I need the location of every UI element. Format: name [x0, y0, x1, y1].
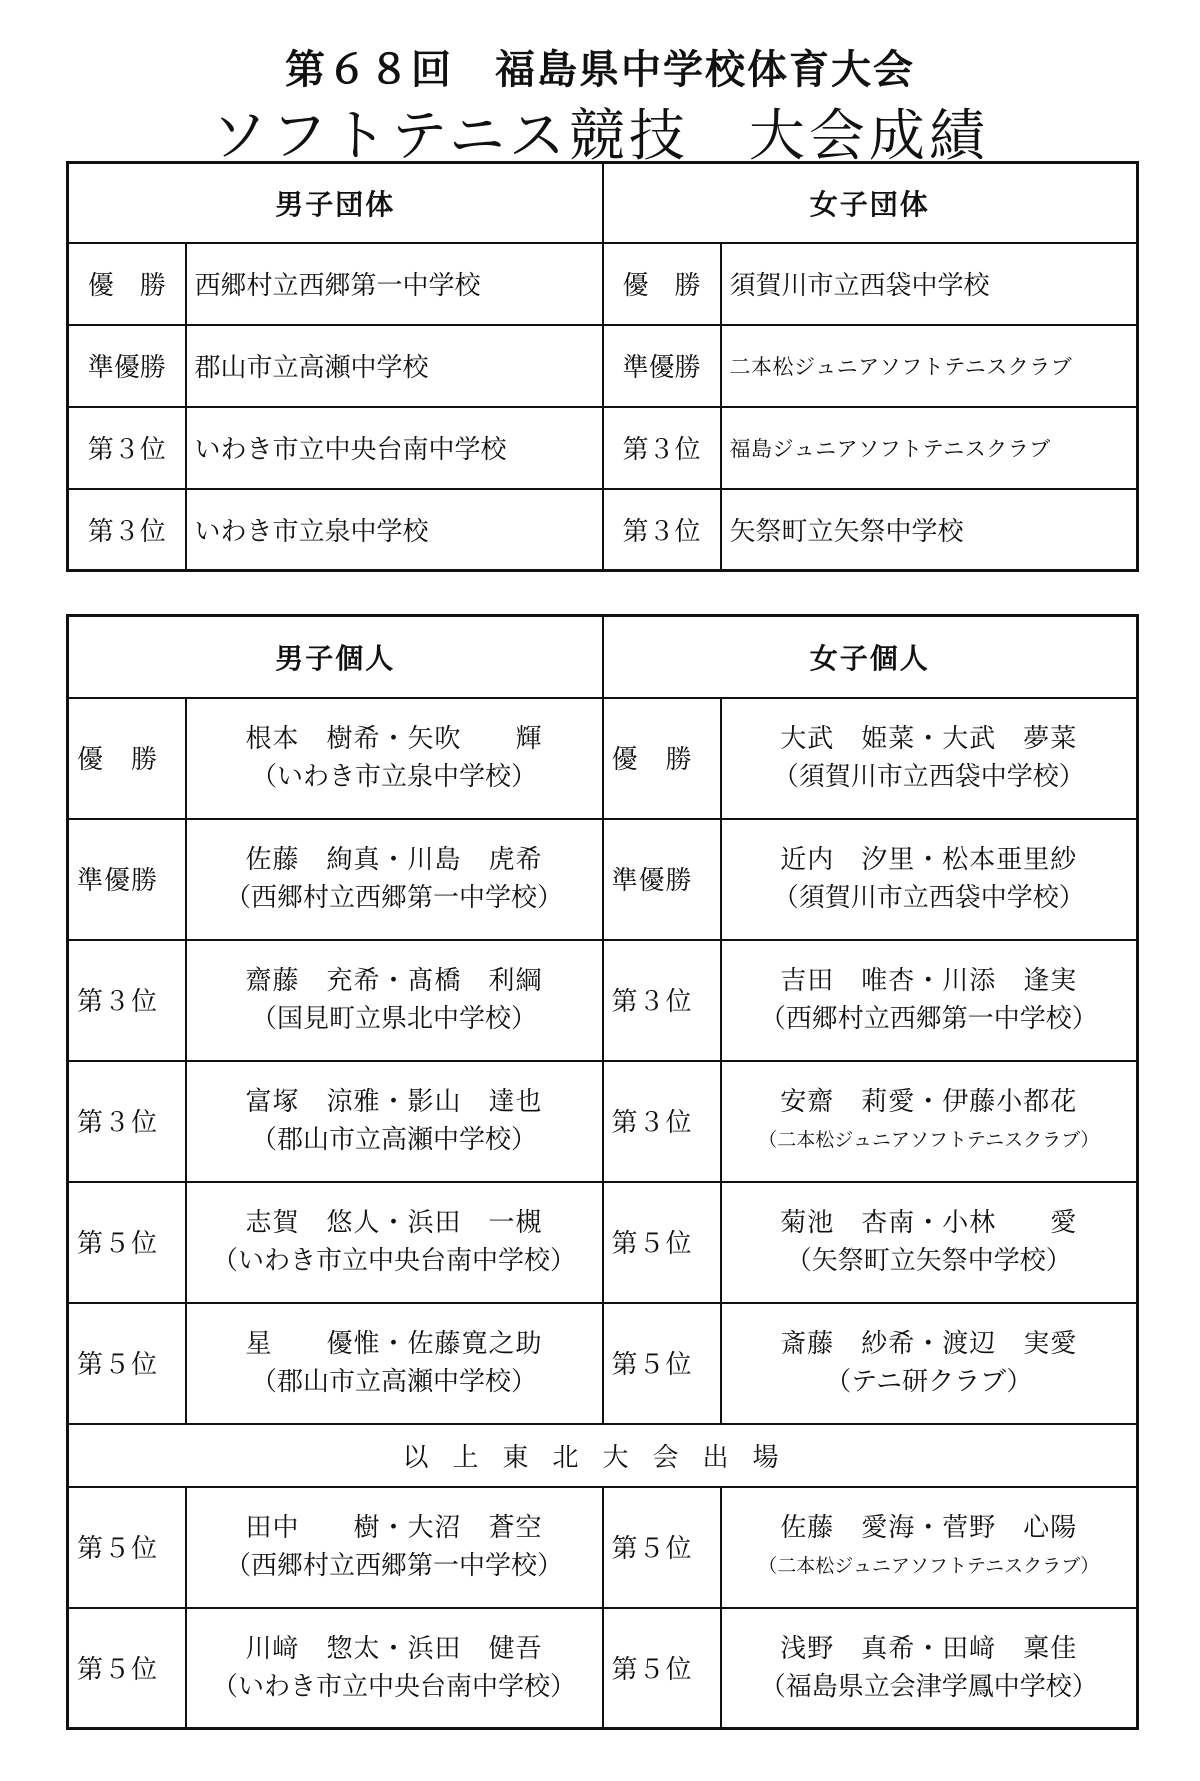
- girls-rank: 第３位: [603, 1061, 721, 1182]
- girls-team-header: 女子団体: [603, 163, 1138, 243]
- girls-school: （二本松ジュニアソフトテニスクラブ）: [758, 1129, 1100, 1151]
- boys-players: 志賀 悠人・浜田 一槻: [245, 1208, 543, 1238]
- girls-rank: 第５位: [603, 1608, 721, 1729]
- girls-team-name: 矢祭町立矢祭中学校: [721, 489, 1138, 571]
- girls-rank: 優 勝: [603, 243, 721, 325]
- girls-pair: [721, 819, 1138, 940]
- girls-players: 大武 姫菜・大武 夢菜: [780, 724, 1078, 754]
- girls-players: 佐藤 愛海・菅野 心陽: [780, 1513, 1078, 1543]
- girls-players: 近内 汐里・松本亜里紗: [780, 845, 1078, 875]
- table-row: [68, 1487, 1138, 1608]
- boys-rank: 第３位: [68, 940, 186, 1061]
- table-row: [68, 407, 1138, 489]
- girls-rank: 優 勝: [603, 698, 721, 819]
- girls-school: （西郷村立西郷第一中学校）: [759, 1004, 1098, 1034]
- girls-rank: 準優勝: [603, 819, 721, 940]
- boys-rank: 第５位: [68, 1303, 186, 1424]
- girls-players: 菊池 杏南・小林 愛: [780, 1208, 1078, 1238]
- girls-team-name: 福島ジュニアソフトテニスクラブ: [721, 407, 1138, 489]
- girls-school: （須賀川市立西袋中学校）: [772, 762, 1085, 792]
- table-row: [68, 1303, 1138, 1424]
- boys-team-name: 郡山市立高瀬中学校: [186, 325, 603, 407]
- table-row: [68, 819, 1138, 940]
- girls-rank: 第５位: [603, 1487, 721, 1608]
- boys-school: （いわき市立中央台南中学校）: [212, 1246, 577, 1276]
- boys-rank: 優 勝: [68, 243, 186, 325]
- boys-players: 星 優惟・佐藤寛之助: [245, 1329, 543, 1359]
- boys-rank: 第３位: [68, 407, 186, 489]
- boys-school: （いわき市立泉中学校）: [251, 762, 538, 792]
- boys-rank: 準優勝: [68, 819, 186, 940]
- table-row: [68, 940, 1138, 1061]
- table-row: [68, 325, 1138, 407]
- boys-players: 田中 樹・大沼 蒼空: [245, 1513, 543, 1543]
- girls-rank: 第３位: [603, 489, 721, 571]
- boys-school: （西郷村立西郷第一中学校）: [225, 1551, 564, 1581]
- team-header-row: [68, 163, 1138, 243]
- boys-pair: [186, 940, 603, 1061]
- girls-pair: [721, 1608, 1138, 1729]
- girls-players: 浅野 真希・田﨑 稟佳: [780, 1633, 1078, 1664]
- individual-results-table: [66, 614, 1139, 1730]
- boys-pair: [186, 1608, 603, 1729]
- boys-team-name: いわき市立泉中学校: [186, 489, 603, 571]
- boys-rank: 第３位: [68, 489, 186, 571]
- girls-players: 安齋 莉愛・伊藤小都花: [780, 1087, 1078, 1117]
- girls-school: （テニ研クラブ）: [825, 1367, 1033, 1397]
- boys-pair: [186, 819, 603, 940]
- boys-school: （いわき市立中央台南中学校）: [212, 1671, 577, 1702]
- boys-pair: [186, 1182, 603, 1303]
- boys-players: 齋藤 充希・髙橋 利綱: [245, 966, 543, 996]
- girls-rank: 第５位: [603, 1182, 721, 1303]
- boys-team-name: いわき市立中央台南中学校: [186, 407, 603, 489]
- page-title: 第６８回 福島県中学校体育大会: [285, 47, 915, 93]
- girls-school: （福島県立会津学鳳中学校）: [759, 1671, 1098, 1702]
- table-row: [68, 1608, 1138, 1729]
- girls-school: （須賀川市立西袋中学校）: [772, 883, 1085, 913]
- boys-players: 川﨑 惣太・浜田 健吾: [245, 1633, 543, 1664]
- girls-rank: 第３位: [603, 940, 721, 1061]
- girls-players: 吉田 唯杏・川添 逢実: [780, 966, 1078, 996]
- boys-players: 根本 樹希・矢吹 輝: [245, 724, 543, 754]
- tohoku-qualification-notice: 以上東北大会出場: [68, 1424, 1138, 1487]
- page-subtitle: ソフトテニス競技 大会成績: [211, 104, 989, 169]
- boys-pair: [186, 698, 603, 819]
- girls-rank: 第３位: [603, 407, 721, 489]
- boys-pair: [186, 1487, 603, 1608]
- girls-team-name: 二本松ジュニアソフトテニスクラブ: [721, 325, 1138, 407]
- boys-pair: [186, 1303, 603, 1424]
- girls-pair: [721, 698, 1138, 819]
- boys-rank: 第５位: [68, 1608, 186, 1729]
- boys-school: （郡山市立高瀬中学校）: [251, 1367, 538, 1397]
- girls-pair: [721, 940, 1138, 1061]
- table-row: [68, 1182, 1138, 1303]
- girls-school: （矢祭町立矢祭中学校）: [785, 1246, 1072, 1276]
- boys-players: 富塚 涼雅・影山 達也: [245, 1087, 543, 1117]
- girls-pair: [721, 1487, 1138, 1608]
- boys-school: （郡山市立高瀬中学校）: [251, 1125, 538, 1155]
- boys-team-name: 西郷村立西郷第一中学校: [186, 243, 603, 325]
- boys-pair: [186, 1061, 603, 1182]
- girls-individual-header: 女子個人: [603, 616, 1138, 698]
- table-row: [68, 1061, 1138, 1182]
- team-results-table: [66, 161, 1139, 572]
- boys-individual-header: 男子個人: [68, 616, 603, 698]
- notice-row: [68, 1424, 1138, 1487]
- girls-school: （二本松ジュニアソフトテニスクラブ）: [758, 1555, 1100, 1577]
- table-row: [68, 698, 1138, 819]
- girls-team-name: 須賀川市立西袋中学校: [721, 243, 1138, 325]
- girls-pair: [721, 1182, 1138, 1303]
- girls-rank: 第５位: [603, 1303, 721, 1424]
- boys-school: （西郷村立西郷第一中学校）: [225, 883, 564, 913]
- boys-rank: 第５位: [68, 1182, 186, 1303]
- boys-players: 佐藤 絢真・川島 虎希: [245, 845, 543, 875]
- boys-rank: 準優勝: [68, 325, 186, 407]
- boys-rank: 第５位: [68, 1487, 186, 1608]
- table-row: [68, 243, 1138, 325]
- girls-rank: 準優勝: [603, 325, 721, 407]
- girls-pair: [721, 1303, 1138, 1424]
- boys-rank: 第３位: [68, 1061, 186, 1182]
- girls-players: 斎藤 紗希・渡辺 実愛: [780, 1329, 1078, 1359]
- boys-rank: 優 勝: [68, 698, 186, 819]
- boys-school: （国見町立県北中学校）: [251, 1004, 538, 1034]
- individual-header-row: [68, 616, 1138, 698]
- girls-pair: [721, 1061, 1138, 1182]
- boys-team-header: 男子団体: [68, 163, 603, 243]
- table-row: [68, 489, 1138, 571]
